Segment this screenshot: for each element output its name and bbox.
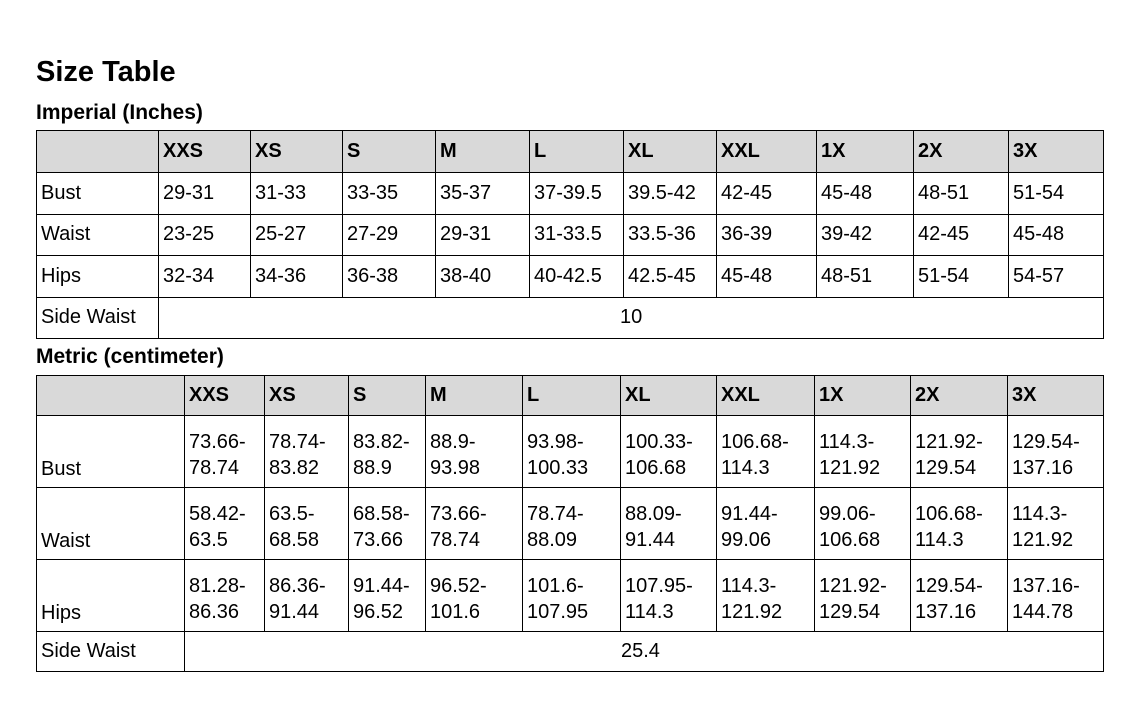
imperial-row-side-waist (37, 297, 1104, 339)
table-cell: 129.54-137.16 (911, 560, 1008, 632)
metric-header-size: 1X (815, 376, 911, 416)
side-waist-value: 25.4 (185, 632, 1104, 672)
imperial-row-waist (37, 214, 1104, 256)
metric-header-size: M (426, 376, 523, 416)
metric-header-size: XL (621, 376, 717, 416)
table-cell: 121.92-129.54 (815, 560, 911, 632)
metric-row-bust (37, 416, 1104, 488)
table-cell: 33.5-36 (624, 214, 717, 256)
metric-header-size: 3X (1008, 376, 1104, 416)
table-cell: 42-45 (914, 214, 1009, 256)
table-cell: 35-37 (436, 173, 530, 215)
row-label: Bust (37, 173, 159, 215)
table-cell: 38-40 (436, 256, 530, 298)
table-cell: 54-57 (1009, 256, 1104, 298)
table-cell: 129.54-137.16 (1008, 416, 1104, 488)
table-cell: 42-45 (717, 173, 817, 215)
row-label: Side Waist (37, 297, 159, 339)
table-cell: 34-36 (251, 256, 343, 298)
table-cell: 121.92-129.54 (911, 416, 1008, 488)
table-cell: 45-48 (717, 256, 817, 298)
metric-heading: Metric (centimeter) (36, 345, 224, 368)
imperial-header-size: XXL (717, 131, 817, 173)
table-cell: 45-48 (1009, 214, 1104, 256)
imperial-header-size: XXS (159, 131, 251, 173)
metric-header-size: S (349, 376, 426, 416)
page-title: Size Table (36, 56, 176, 88)
table-cell: 106.68-114.3 (717, 416, 815, 488)
table-cell: 51-54 (914, 256, 1009, 298)
table-cell: 114.3-121.92 (815, 416, 911, 488)
table-cell: 107.95-114.3 (621, 560, 717, 632)
table-cell: 93.98-100.33 (523, 416, 621, 488)
table-cell: 100.33-106.68 (621, 416, 717, 488)
table-cell: 27-29 (343, 214, 436, 256)
imperial-row-bust (37, 173, 1104, 215)
table-cell: 37-39.5 (530, 173, 624, 215)
table-cell: 39.5-42 (624, 173, 717, 215)
imperial-header-size: 3X (1009, 131, 1104, 173)
metric-header-size: L (523, 376, 621, 416)
imperial-size-table (36, 130, 1104, 339)
table-cell: 137.16-144.78 (1008, 560, 1104, 632)
table-cell: 40-42.5 (530, 256, 624, 298)
table-cell: 91.44-99.06 (717, 488, 815, 560)
table-cell: 25-27 (251, 214, 343, 256)
row-label: Waist (37, 488, 185, 560)
imperial-header-size: 2X (914, 131, 1009, 173)
metric-header-corner (37, 376, 185, 416)
imperial-header-size: S (343, 131, 436, 173)
table-cell: 114.3-121.92 (717, 560, 815, 632)
imperial-row-hips (37, 256, 1104, 298)
table-cell: 31-33.5 (530, 214, 624, 256)
imperial-header-corner (37, 131, 159, 173)
row-label: Side Waist (37, 632, 185, 672)
table-cell: 73.66-78.74 (426, 488, 523, 560)
table-cell: 73.66-78.74 (185, 416, 265, 488)
table-cell: 42.5-45 (624, 256, 717, 298)
table-cell: 63.5-68.58 (265, 488, 349, 560)
table-cell: 88.09-91.44 (621, 488, 717, 560)
table-cell: 81.28-86.36 (185, 560, 265, 632)
table-cell: 114.3-121.92 (1008, 488, 1104, 560)
table-cell: 91.44-96.52 (349, 560, 426, 632)
table-cell: 78.74-83.82 (265, 416, 349, 488)
table-cell: 32-34 (159, 256, 251, 298)
table-cell: 58.42-63.5 (185, 488, 265, 560)
table-cell: 99.06-106.68 (815, 488, 911, 560)
table-cell: 23-25 (159, 214, 251, 256)
metric-row-waist (37, 488, 1104, 560)
table-cell: 88.9-93.98 (426, 416, 523, 488)
table-cell: 101.6-107.95 (523, 560, 621, 632)
table-cell: 36-39 (717, 214, 817, 256)
row-label: Hips (37, 256, 159, 298)
table-cell: 39-42 (817, 214, 914, 256)
metric-size-table (36, 375, 1104, 672)
table-cell: 48-51 (817, 256, 914, 298)
imperial-header-row (37, 131, 1104, 173)
table-cell: 51-54 (1009, 173, 1104, 215)
side-waist-value: 10 (159, 297, 1104, 339)
metric-header-size: XXS (185, 376, 265, 416)
table-cell: 78.74-88.09 (523, 488, 621, 560)
imperial-header-size: M (436, 131, 530, 173)
table-cell: 83.82-88.9 (349, 416, 426, 488)
metric-row-side-waist (37, 632, 1104, 672)
table-cell: 29-31 (436, 214, 530, 256)
metric-row-hips (37, 560, 1104, 632)
imperial-heading: Imperial (Inches) (36, 101, 203, 124)
metric-header-size: XS (265, 376, 349, 416)
imperial-header-size: L (530, 131, 624, 173)
table-cell: 33-35 (343, 173, 436, 215)
table-cell: 31-33 (251, 173, 343, 215)
table-cell: 96.52-101.6 (426, 560, 523, 632)
row-label: Bust (37, 416, 185, 488)
table-cell: 106.68-114.3 (911, 488, 1008, 560)
table-cell: 86.36-91.44 (265, 560, 349, 632)
imperial-header-size: XS (251, 131, 343, 173)
table-cell: 48-51 (914, 173, 1009, 215)
imperial-header-size: XL (624, 131, 717, 173)
table-cell: 36-38 (343, 256, 436, 298)
table-cell: 45-48 (817, 173, 914, 215)
row-label: Waist (37, 214, 159, 256)
table-cell: 29-31 (159, 173, 251, 215)
metric-header-row (37, 376, 1104, 416)
imperial-header-size: 1X (817, 131, 914, 173)
row-label: Hips (37, 560, 185, 632)
metric-header-size: 2X (911, 376, 1008, 416)
table-cell: 68.58-73.66 (349, 488, 426, 560)
metric-header-size: XXL (717, 376, 815, 416)
